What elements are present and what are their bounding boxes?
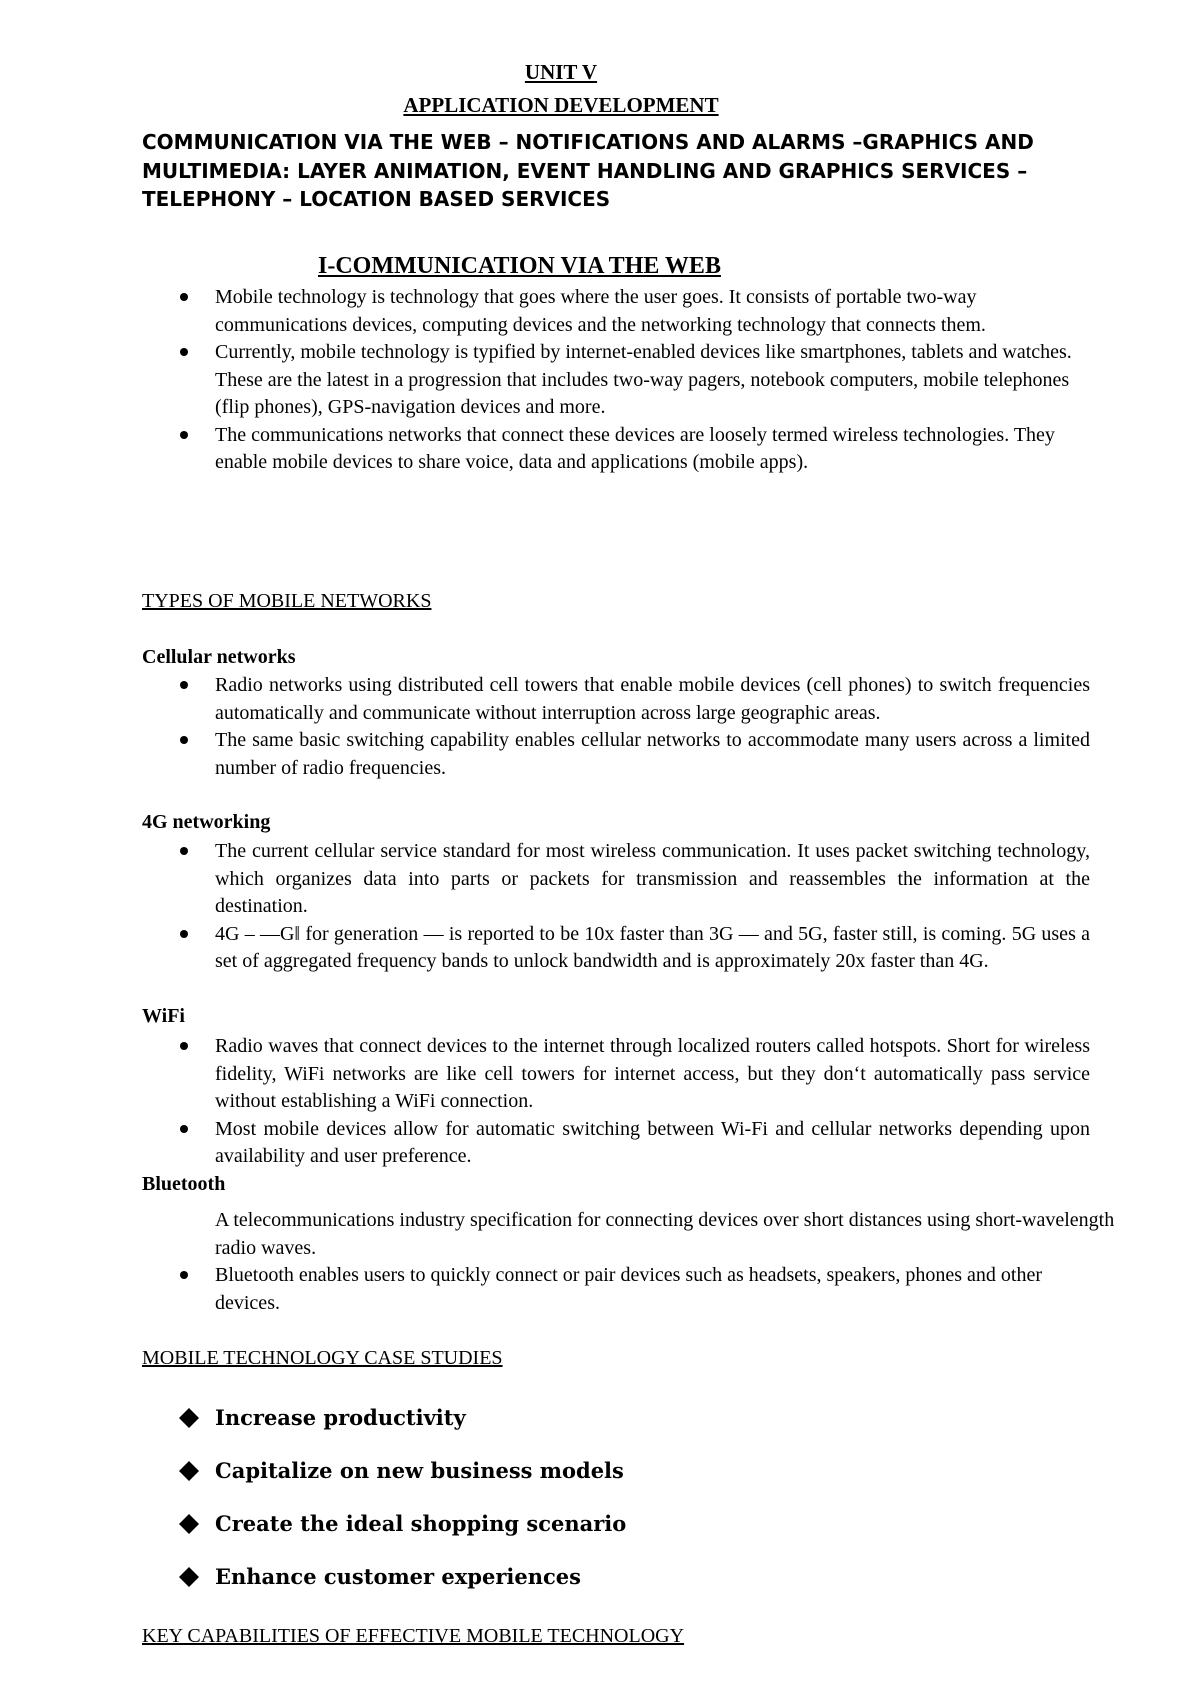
- list-item: Bluetooth enables users to quickly connect or pair devices such as headsets, speakers, phones and other devices.: [170, 1262, 1090, 1317]
- diamond-bullet-icon: [178, 1513, 200, 1535]
- key-capabilities-heading: KEY CAPABILITIES OF EFFECTIVE MOBILE TECHNOLOGY: [142, 1625, 685, 1647]
- list-item: 4G – ―G‖ for generation — is reported to be 10x faster than 3G — and 5G, faster still, is coming. 5G uses a set of aggregated frequency bands to unlock bandwidth and is approximately 20x faster than 4G.: [170, 921, 1090, 976]
- topics-list: COMMUNICATION VIA THE WEB – NOTIFICATIONS AND ALARMS –GRAPHICS AND MULTIMEDIA: LAYER ANIMATION, EVENT HANDLING AND GRAPHICS SERVICES – TELEPHONY – LOCATION BASED SERVICES: [142, 130, 1034, 211]
- bullet-icon: [180, 1271, 188, 1279]
- list-item: The communications networks that connect these devices are loosely termed wireless technologies. They enable mobile devices to share voice, data and applications (mobile apps).: [170, 422, 1090, 477]
- bullet-icon: [180, 1042, 188, 1050]
- list-item: Enhance customer experiences: [178, 1563, 626, 1616]
- unit-title: UNIT V: [524, 60, 598, 84]
- list-item: Radio waves that connect devices to the internet through localized routers called hotspots. Short for wireless fidelity, WiFi networks are like cell towers for internet access, but they don‘t automatically pass service without establishing a WiFi connection.: [170, 1033, 1090, 1116]
- bluetooth-heading: Bluetooth: [142, 1173, 226, 1195]
- bullet-icon: [180, 681, 188, 689]
- list-item: Radio networks using distributed cell towers that enable mobile devices (cell phones) to switch frequencies automatically and communicate without interruption across large geographic areas.: [170, 672, 1090, 727]
- section-title: I-COMMUNICATION VIA THE WEB: [318, 253, 721, 279]
- bullet-icon: [180, 293, 188, 301]
- case-studies-list: [178, 1404, 626, 1616]
- list-item: Currently, mobile technology is typified by internet-enabled devices like smartphones, tablets and watches. These are the latest in a progression that includes two-way pagers, notebook computers, mobile telephones (flip phones), GPS-navigation devices and more.: [170, 339, 1090, 422]
- list-item: The same basic switching capability enables cellular networks to accommodate many users across a limited number of radio frequencies.: [170, 727, 1090, 782]
- bullet-icon: [180, 348, 188, 356]
- diamond-bullet-icon: [178, 1566, 200, 1588]
- intro-bullet-list: [170, 284, 1090, 477]
- list-item: Capitalize on new business models: [178, 1457, 626, 1510]
- diamond-bullet-icon: [178, 1407, 200, 1429]
- list-item: Create the ideal shopping scenario: [178, 1510, 626, 1563]
- list-item: Increase productivity: [178, 1404, 626, 1457]
- bullet-icon: [180, 431, 188, 439]
- cellular-bullet-list: [170, 672, 1090, 782]
- fourg-heading: 4G networking: [142, 811, 271, 833]
- cellular-heading: Cellular networks: [142, 646, 296, 668]
- case-studies-heading: MOBILE TECHNOLOGY CASE STUDIES: [142, 1347, 503, 1369]
- bluetooth-definition: A telecommunications industry specification for connecting devices over short distances using short-wavelength radio waves.: [215, 1209, 1115, 1259]
- document-title: APPLICATION DEVELOPMENT: [403, 93, 719, 117]
- bullet-icon: [180, 1125, 188, 1133]
- bullet-icon: [180, 736, 188, 744]
- list-item: Most mobile devices allow for automatic switching between Wi-Fi and cellular networks depending upon availability and user preference.: [170, 1116, 1090, 1171]
- diamond-bullet-icon: [178, 1460, 200, 1482]
- fourg-bullet-list: [170, 838, 1090, 976]
- list-item: The current cellular service standard for most wireless communication. It uses packet switching technology, which organizes data into parts or packets for transmission and reassembles the information at the destination.: [170, 838, 1090, 921]
- wifi-heading: WiFi: [142, 1005, 185, 1027]
- bullet-icon: [180, 847, 188, 855]
- bullet-icon: [180, 930, 188, 938]
- bluetooth-bullet-list: [170, 1262, 1090, 1317]
- wifi-bullet-list: [170, 1033, 1090, 1171]
- list-item: Mobile technology is technology that goes where the user goes. It consists of portable two-way communications devices, computing devices and the networking technology that connects them.: [170, 284, 1090, 339]
- types-heading: TYPES OF MOBILE NETWORKS: [142, 590, 432, 612]
